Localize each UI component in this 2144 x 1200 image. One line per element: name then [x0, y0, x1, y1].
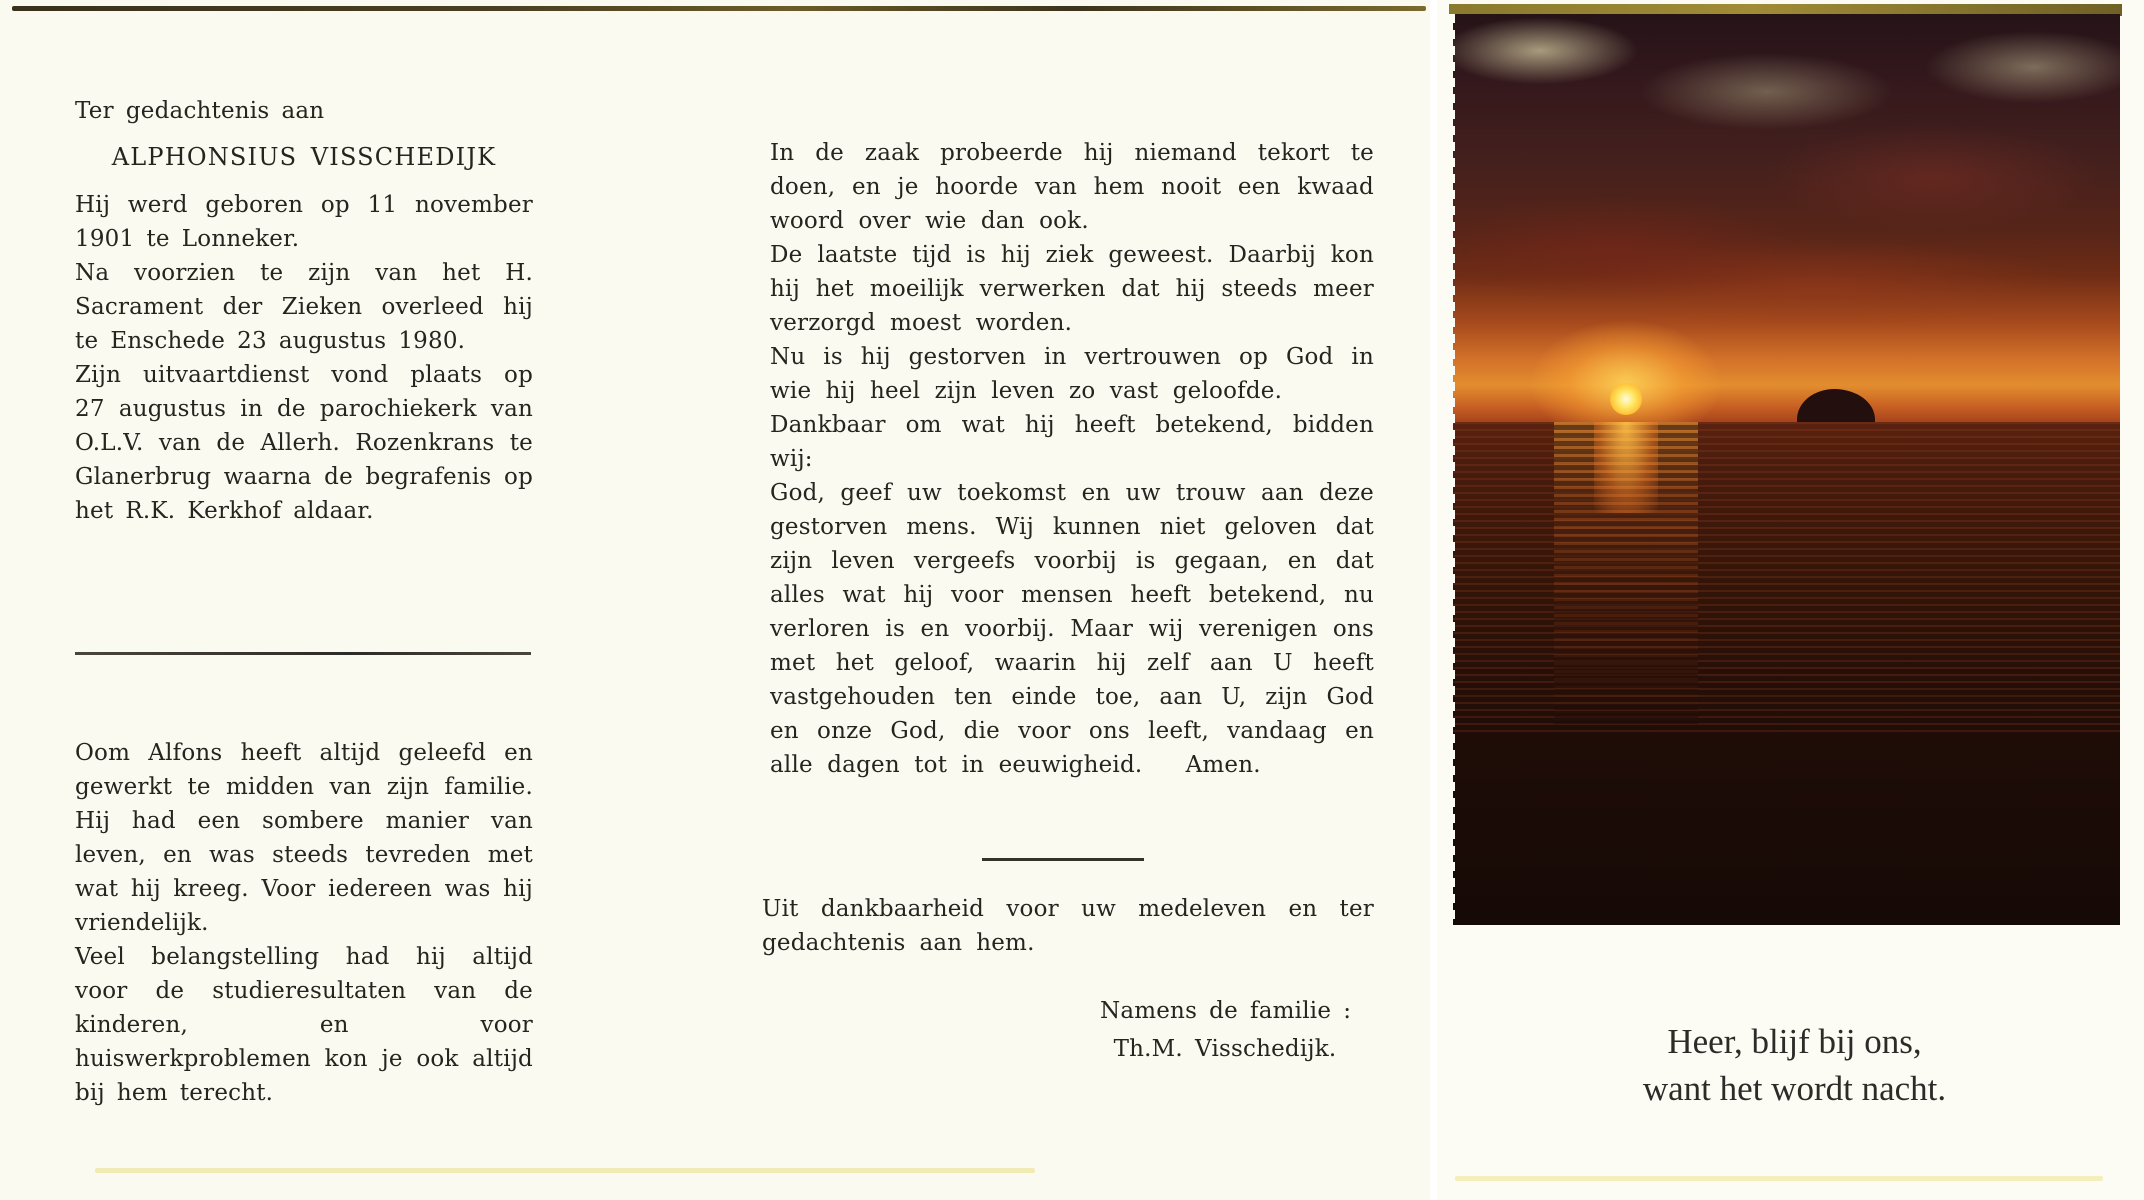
- bio-paragraph: Hij werd geboren op 11 november 1901 te Lonneker.: [75, 192, 533, 252]
- caption-line: want het wordt nacht.: [1642, 1069, 1947, 1108]
- memory-paragraph: Oom Alfons heeft altijd geleefd en gewerkt te midden van zijn familie. Hij had een sombere manier van leven, en was steeds tevreden met wat hij kreeg. Voor iedereen was hij vriendelijk.: [75, 740, 533, 936]
- eulogy-paragraph: Dankbaar om wat hij heeft betekend, bidden wij:: [770, 412, 1374, 472]
- photo-ragged-edge: [1447, 14, 1455, 925]
- signoff-name: Th.M. Visschedijk.: [1113, 1036, 1337, 1062]
- thanks-block: [762, 892, 1374, 960]
- deceased-name: ALPHONSIUS VISSCHEDIJK: [111, 143, 497, 171]
- divider-rule: [75, 652, 531, 655]
- middle-column: [770, 136, 1374, 782]
- eulogy-paragraph: De laatste tijd is hij ziek geweest. Daarbij kon hij het moeilijk verwerken dat hij steeds meer verzorgd moest worden.: [770, 242, 1374, 336]
- card-fold-edge-line: [12, 6, 1426, 11]
- sun-reflection-bright: [1594, 422, 1658, 513]
- divider-rule-short: [982, 858, 1144, 861]
- photo-sea: [1453, 422, 2120, 925]
- photo-caption: [1445, 1018, 2144, 1112]
- bio-paragraph: Na voorzien te zijn van het H. Sacrament der Zieken overleed hij te Enschede 23 augustus 1980.: [75, 260, 533, 354]
- left-column-top: [75, 94, 533, 528]
- caption-line: Heer, blijf bij ons,: [1667, 1022, 1922, 1061]
- eulogy-paragraph: Nu is hij gestorven in vertrouwen op God in wie hij heel zijn leven zo vast geloofde.: [770, 344, 1374, 404]
- signoff-block: [770, 994, 1350, 1070]
- signoff-role: Namens de familie :: [1100, 998, 1352, 1024]
- eulogy-paragraph: In de zaak probeerde hij niemand tekort te doen, en je hoorde van hem nooit een kwaad woord over wie dan ook.: [770, 140, 1374, 234]
- sunset-photo: [1453, 14, 2120, 925]
- left-column-bottom: [75, 736, 533, 1110]
- bio-paragraph: Zijn uitvaartdienst vond plaats op 27 augustus in de parochiekerk van O.L.V. van de Allerh. Rozenkrans te Glanerbrug waarna de begrafenis op het R.K. Kerkhof aldaar.: [75, 362, 533, 524]
- intro-line: Ter gedachtenis aan: [75, 98, 325, 124]
- thanks-paragraph: Uit dankbaarheid voor uw medeleven en ter gedachtenis aan hem.: [762, 896, 1374, 956]
- memory-paragraph: Veel belangstelling had hij altijd voor de studieresultaten van de kinderen, en voor huiswerkproblemen kon je ook altijd bij hem terecht.: [75, 944, 533, 1106]
- prayer-paragraph: God, geef uw toekomst en uw trouw aan deze gestorven mens. Wij kunnen niet geloven dat zijn leven vergeefs voorbij is gegaan, en dat alles wat hij voor mensen heeft betekend, nu verloren is en voorbij. Maar wij verenigen ons met het geloof, waarin hij zelf aan U heeft vastgehouden ten einde toe, aan U, zijn God en onze God, die voor ons leeft, vandaag en alle dagen tot in eeuwigheid. Amen.: [770, 480, 1374, 778]
- sea-wave-texture: [1453, 422, 2120, 734]
- scan-edge-line: [95, 1168, 1035, 1173]
- scan-edge-line: [1455, 1176, 2103, 1181]
